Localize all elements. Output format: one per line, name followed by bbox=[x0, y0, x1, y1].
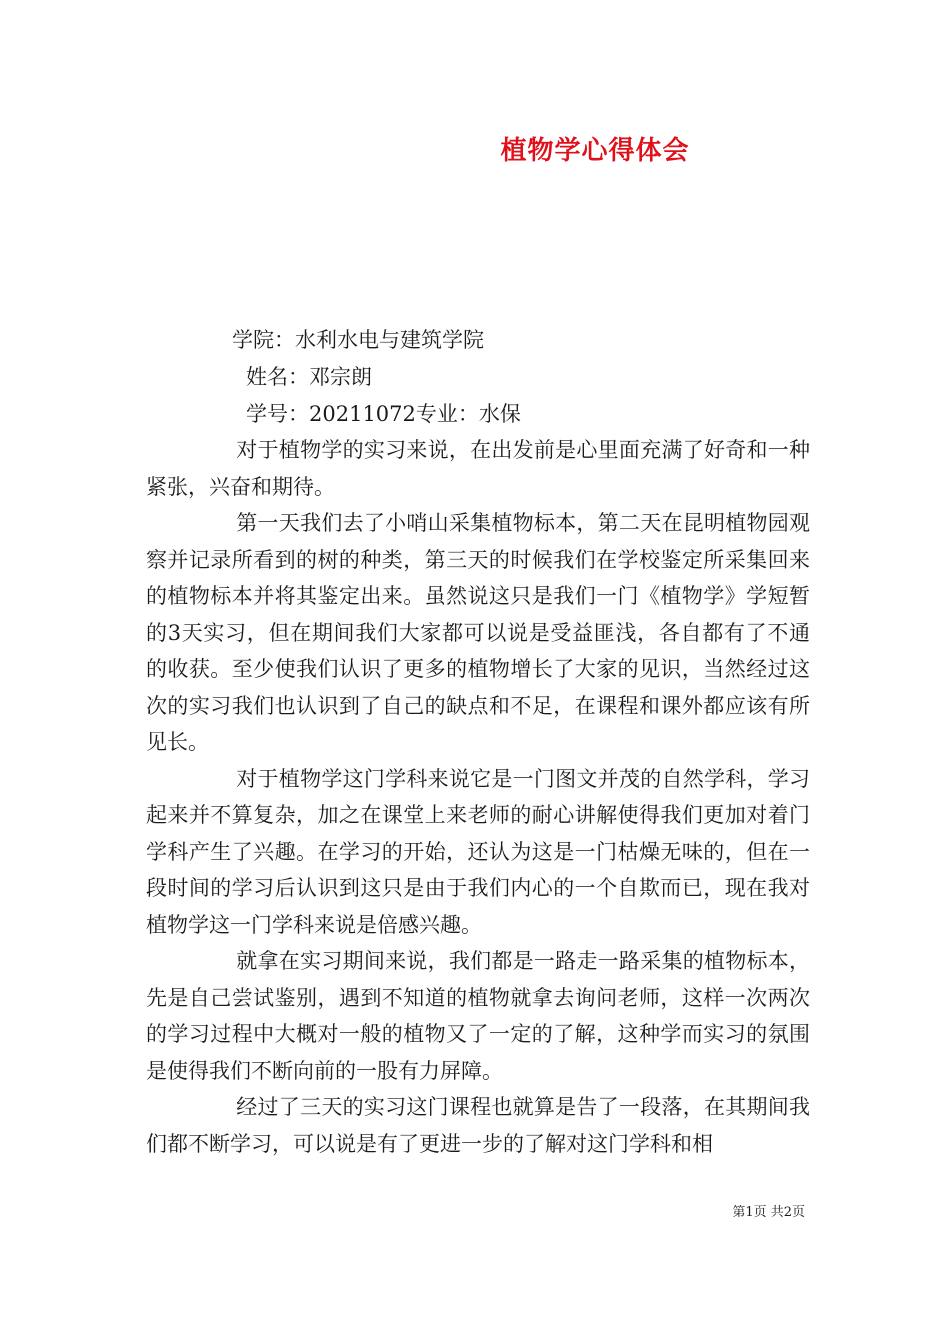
student-id-line: 学号：20211072专业：水保 bbox=[246, 402, 521, 426]
paragraph: 经过了三天的实习这门课程也就算是告了一段落，在其期间我们都不断学习，可以说是有了更进一步的了解对这门学科和相 bbox=[146, 1095, 810, 1156]
paragraph: 对于植物学的实习来说，在出发前是心里面充满了好奇和一种紧张，兴奋和期待。 bbox=[146, 438, 810, 499]
document-body bbox=[146, 432, 810, 1162]
page-footer: 第1页 共2页 bbox=[732, 1205, 805, 1220]
name-line: 姓名：邓宗朗 bbox=[246, 365, 372, 389]
paragraph: 就拿在实习期间来说，我们都是一路走一路采集的植物标本，先是自己尝试鉴别，遇到不知道的植物就拿去询问老师，这样一次两次的学习过程中大概对一般的植物又了一定的了解，这种学而实习的氛围是使得我们不断向前的一股有力屏障。 bbox=[146, 949, 810, 1083]
paragraph: 第一天我们去了小哨山采集植物标本，第二天在昆明植物园观察并记录所看到的树的种类，第三天的时候我们在学校鉴定所采集回来的植物标本并将其鉴定出来。虽然说这只是我们一门《植物学》学短暂的3天实习，但在期间我们大家都可以说是受益匪浅，各自都有了不通的收获。至少使我们认识了更多的植物增长了大家的见识，当然经过这次的实习我们也认识到了自己的缺点和不足，在课程和课外都应该有所见长。 bbox=[146, 511, 810, 754]
paragraph: 对于植物学这门学科来说它是一门图文并茂的自然学科，学习起来并不算复杂，加之在课堂上来老师的耐心讲解使得我们更加对着门学科产生了兴趣。在学习的开始，还认为这是一门枯燥无味的，但在一段时间的学习后认识到这只是由于我们内心的一个自欺而已，现在我对植物学这一门学科来说是倍感兴趣。 bbox=[146, 766, 810, 937]
document-title: 植物学心得体会 bbox=[500, 136, 690, 166]
college-line: 学院：水利水电与建筑学院 bbox=[232, 328, 484, 352]
